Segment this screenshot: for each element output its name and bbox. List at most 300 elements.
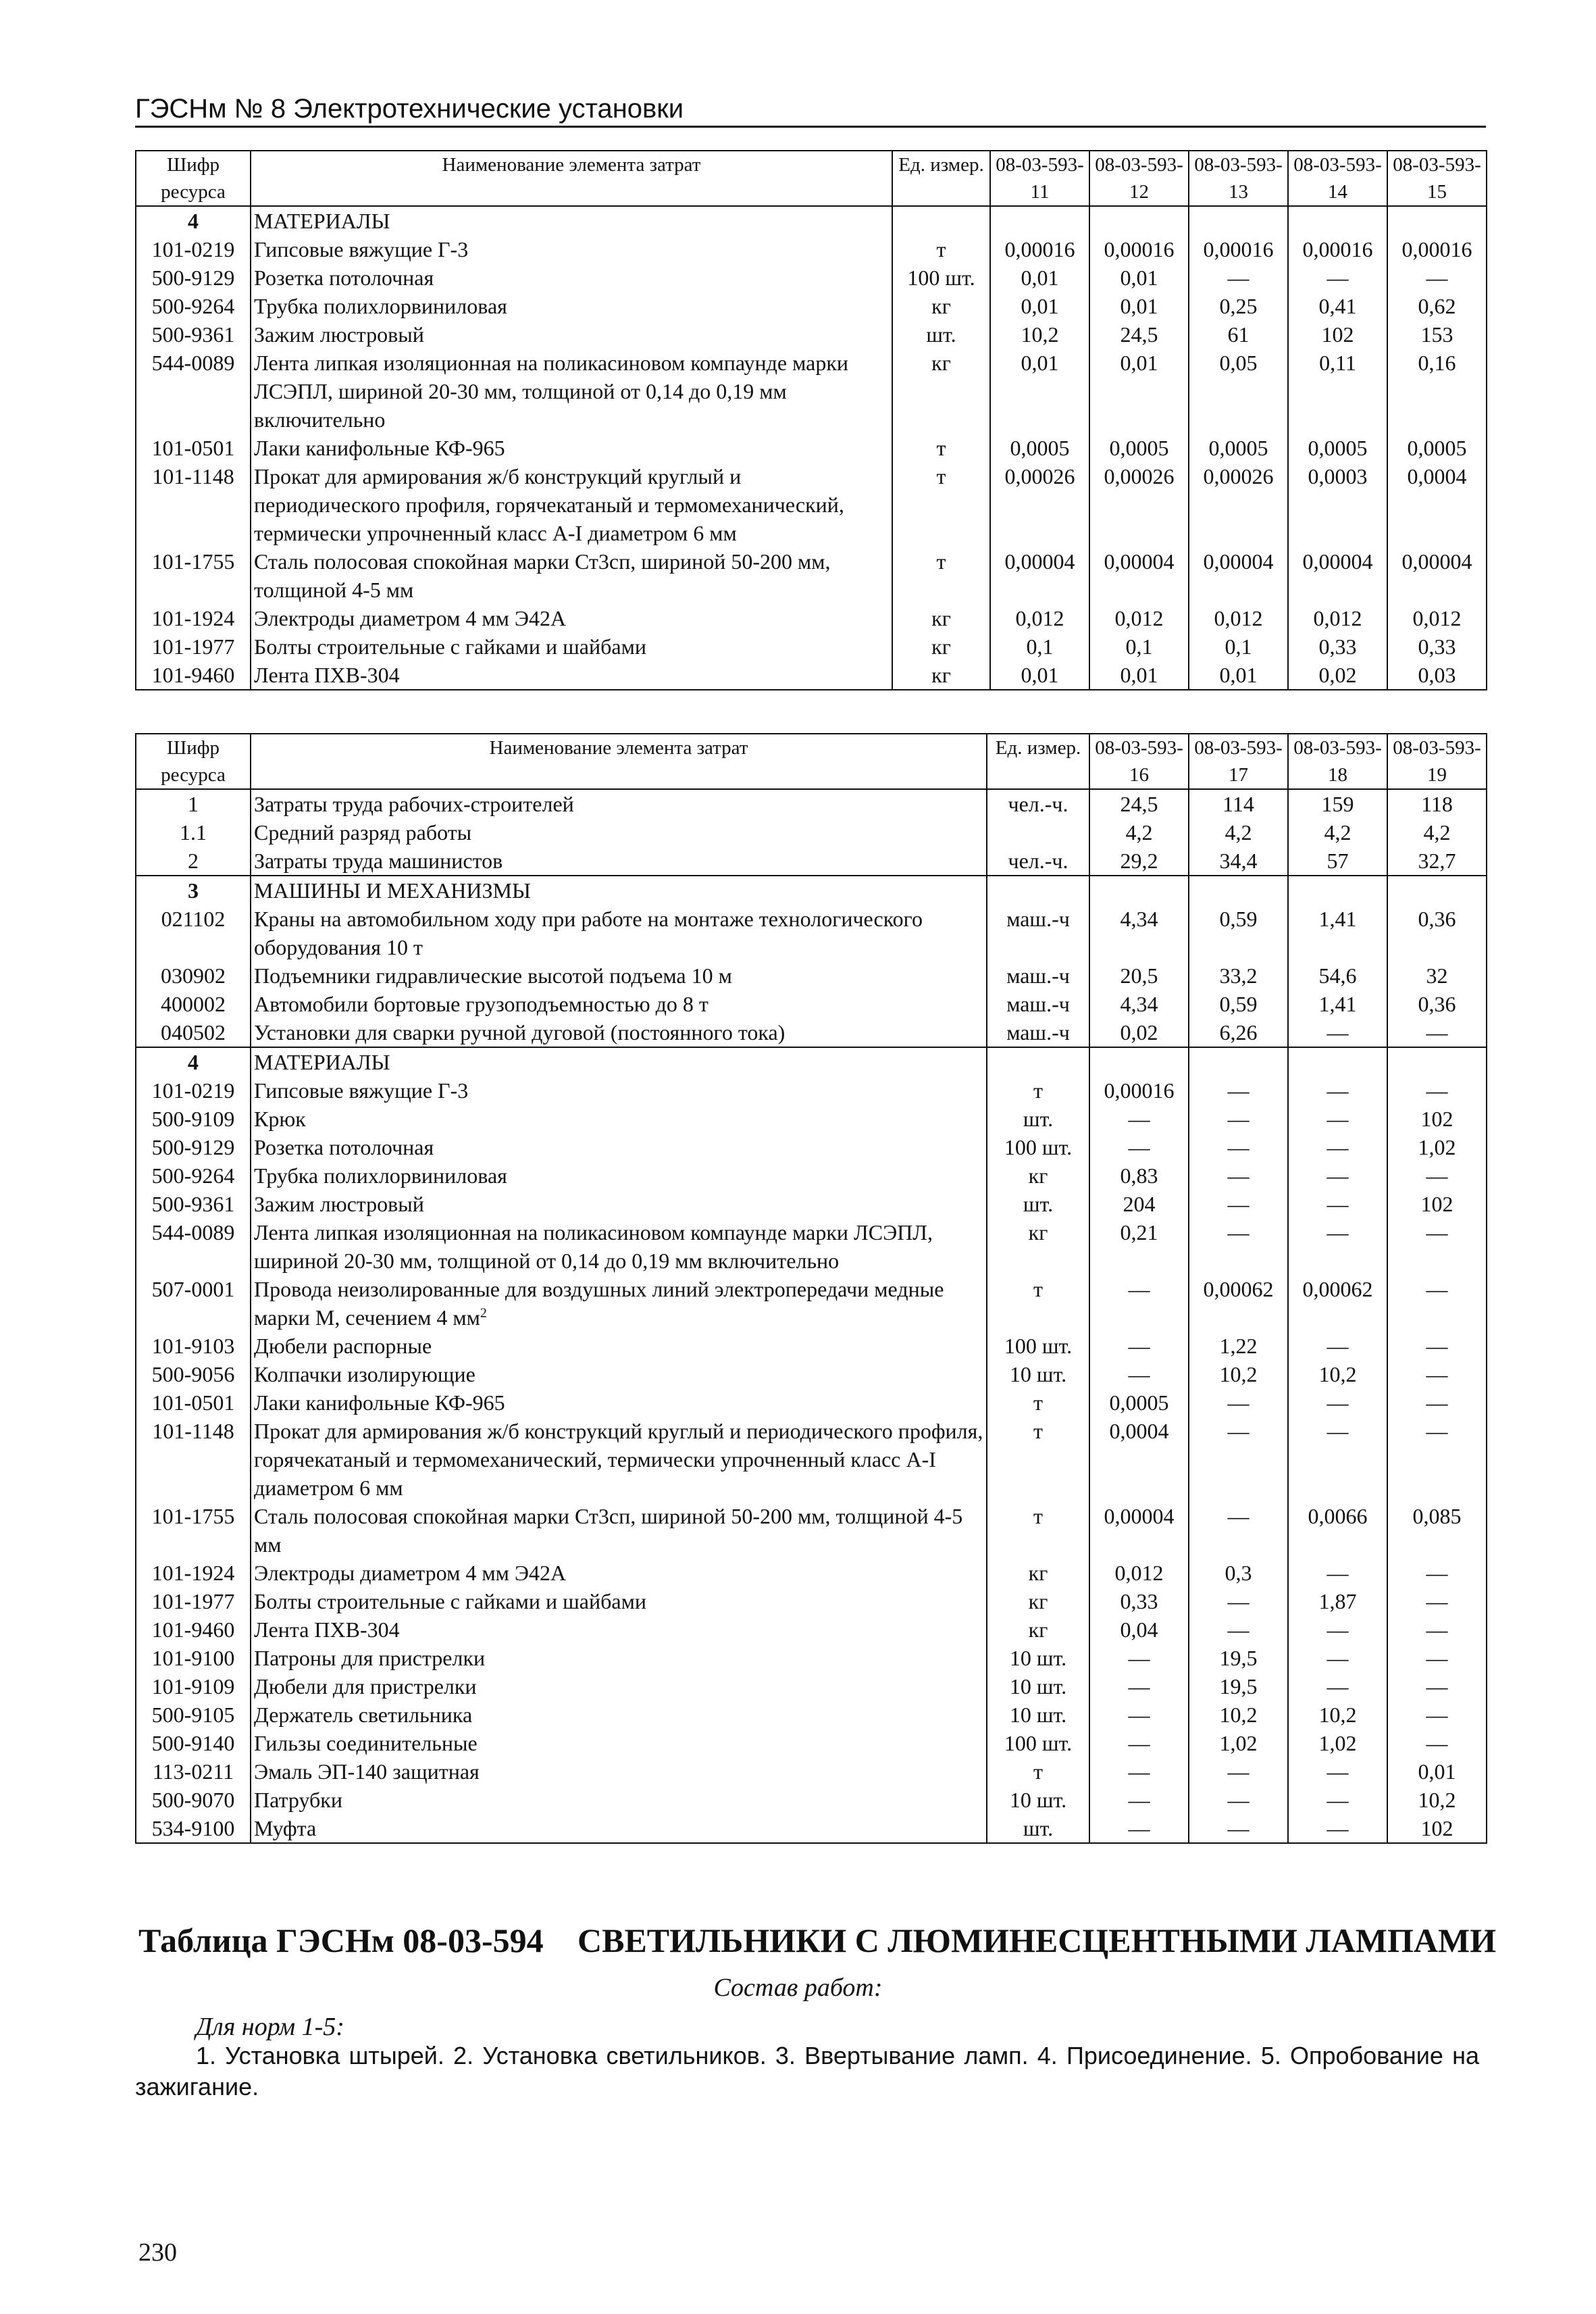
table-row: [136, 632, 1487, 661]
norm-value: —: [1189, 1615, 1288, 1644]
resource-name: Лента ПХВ-304: [251, 661, 892, 690]
resource-name: Эмаль ЭП-140 защитная: [251, 1757, 987, 1786]
resource-code: 544-0089: [136, 349, 251, 434]
unit-of-measure: маш.-ч: [987, 990, 1089, 1018]
resource-code: 101-1755: [136, 1502, 251, 1559]
norm-value: —: [1288, 1615, 1387, 1644]
norm-value: [1387, 1047, 1487, 1076]
norm-value: 57: [1288, 847, 1387, 876]
unit-of-measure: 10 шт.: [987, 1672, 1089, 1701]
norm-value: 0,00026: [1189, 462, 1288, 547]
norm-value: 0,012: [990, 604, 1089, 632]
resource-name: Автомобили бортовые грузоподъемностью до 8 т: [251, 990, 987, 1018]
unit-of-measure: т: [892, 547, 990, 604]
section-title-cell: МАТЕРИАЛЫ: [251, 1047, 987, 1076]
resource-code: 500-9105: [136, 1701, 251, 1729]
norm-value: —: [1288, 1388, 1387, 1417]
table-body: [136, 789, 1487, 1843]
unit-of-measure: кг: [892, 292, 990, 320]
resource-name: Болты строительные с гайками и шайбами: [251, 1587, 987, 1615]
norm-value: 0,41: [1288, 292, 1387, 320]
norm-value: 0,012: [1288, 604, 1387, 632]
unit-of-measure: [987, 818, 1089, 847]
table-row: [136, 1615, 1487, 1644]
norm-value: 10,2: [1288, 1360, 1387, 1388]
table-row: [136, 292, 1487, 320]
table-row: [136, 847, 1487, 876]
unit-of-measure: кг: [892, 632, 990, 661]
resource-code: 2: [136, 847, 251, 876]
norm-value: 0,0005: [1387, 434, 1487, 462]
norm-value: 0,36: [1387, 990, 1487, 1018]
work-description: 1. Установка штырей. 2. Установка светильников. 3. Ввертывание ламп. 4. Присоединение. 5. Опробование на зажигание.: [135, 2042, 1479, 2101]
resource-code: 101-1148: [136, 1417, 251, 1502]
norm-value: —: [1288, 1218, 1387, 1275]
norm-value: —: [1089, 1701, 1189, 1729]
norm-value: —: [1089, 1644, 1189, 1672]
table-row: [136, 1133, 1487, 1161]
norm-value: 0,00016: [1387, 235, 1487, 263]
norm-value: 10,2: [1387, 1786, 1487, 1814]
norm-value: 0,1: [1189, 632, 1288, 661]
norm-value: 61: [1189, 320, 1288, 349]
norm-value: 4,2: [1089, 818, 1189, 847]
norm-value: 4,2: [1387, 818, 1487, 847]
norm-value: 0,83: [1089, 1161, 1189, 1190]
norm-value: 34,4: [1189, 847, 1288, 876]
norm-value: 0,00016: [990, 235, 1089, 263]
norm-value: 0,00004: [1387, 547, 1487, 604]
resource-name: Дюбели распорные: [251, 1332, 987, 1360]
norm-value: 159: [1288, 789, 1387, 818]
norm-value: [1189, 876, 1288, 905]
resource-name: Лента липкая изоляционная на поликасиновом компаунде марки ЛСЭПЛ, шириной 20-30 мм, толщиной от 0,14 до 0,19 мм включительно: [251, 349, 892, 434]
norm-value: [1189, 1047, 1288, 1076]
norm-value: 4,2: [1288, 818, 1387, 847]
table-row: [136, 1161, 1487, 1190]
unit-of-measure: т: [892, 462, 990, 547]
table-header-row: [136, 151, 1487, 206]
unit-of-measure: т: [987, 1388, 1089, 1417]
resource-code: 500-9264: [136, 1161, 251, 1190]
norm-value: —: [1387, 1672, 1487, 1701]
section-row: [136, 1047, 1487, 1076]
unit-superscript: 2: [480, 1305, 487, 1321]
norm-value: —: [1288, 1814, 1387, 1843]
resource-name: Установки для сварки ручной дуговой (постоянного тока): [251, 1018, 987, 1047]
norm-value: 1,02: [1189, 1729, 1288, 1757]
norm-value: —: [1189, 1587, 1288, 1615]
norm-value: —: [1189, 1502, 1288, 1559]
norm-value: —: [1189, 1757, 1288, 1786]
unit-of-measure: маш.-ч: [987, 1018, 1089, 1047]
table-row: [136, 789, 1487, 818]
resource-code: 101-1977: [136, 632, 251, 661]
unit-of-measure: т: [892, 434, 990, 462]
header-norm-col: 08-03-593-14: [1288, 151, 1387, 206]
table-row: [136, 1105, 1487, 1133]
resource-code: 500-9361: [136, 1190, 251, 1218]
resource-name: Лаки канифольные КФ-965: [251, 1388, 987, 1417]
norm-value: 1,87: [1288, 1587, 1387, 1615]
norm-value: —: [1189, 1417, 1288, 1502]
norm-value: 0,0066: [1288, 1502, 1387, 1559]
norm-value: 0,1: [1089, 632, 1189, 661]
resource-name: Дюбели для пристрелки: [251, 1672, 987, 1701]
table-row: [136, 462, 1487, 547]
norm-value: —: [1288, 1133, 1387, 1161]
table-row: [136, 1218, 1487, 1275]
norm-value: 0,00062: [1288, 1275, 1387, 1332]
resource-name: Болты строительные с гайками и шайбами: [251, 632, 892, 661]
norm-value: —: [1387, 1559, 1487, 1587]
norm-value: 0,0005: [1089, 1388, 1189, 1417]
resource-code: 101-0219: [136, 1076, 251, 1105]
norm-value: —: [1189, 1814, 1288, 1843]
norm-value: —: [1089, 1133, 1189, 1161]
norm-value: [1387, 876, 1487, 905]
running-header: ГЭСНм № 8 Электротехнические установки: [135, 93, 1486, 128]
norm-value: —: [1387, 1644, 1487, 1672]
norm-value: 0,0005: [990, 434, 1089, 462]
unit-of-measure: кг: [987, 1615, 1089, 1644]
norm-value: 1,41: [1288, 990, 1387, 1018]
norm-value: —: [1387, 263, 1487, 292]
resource-code: 101-9100: [136, 1644, 251, 1672]
unit-of-measure: кг: [892, 349, 990, 434]
norm-value: 0,59: [1189, 990, 1288, 1018]
norm-value: 0,21: [1089, 1218, 1189, 1275]
resource-code: 500-9056: [136, 1360, 251, 1388]
resource-code: 101-1755: [136, 547, 251, 604]
norm-value: 0,00026: [990, 462, 1089, 547]
resource-code: 101-1924: [136, 604, 251, 632]
norm-value: 0,00062: [1189, 1275, 1288, 1332]
resource-name: [251, 1275, 987, 1332]
norm-value: [1089, 876, 1189, 905]
resource-code: 101-0501: [136, 434, 251, 462]
page-number: 230: [138, 2238, 177, 2267]
norm-value: —: [1089, 1729, 1189, 1757]
norm-value: 6,26: [1189, 1018, 1288, 1047]
header-code: Шифр ресурса: [136, 151, 251, 206]
norm-value: —: [1288, 1105, 1387, 1133]
table-row: [136, 661, 1487, 690]
norm-value: 10,2: [1189, 1701, 1288, 1729]
table-row: [136, 905, 1487, 961]
table-row: [136, 1502, 1487, 1559]
resource-name: Муфта: [251, 1814, 987, 1843]
resource-code: 500-9070: [136, 1786, 251, 1814]
norm-value: 1,41: [1288, 905, 1387, 961]
norm-value: 0,01: [1089, 263, 1189, 292]
norm-value: 0,00016: [1089, 1076, 1189, 1105]
unit-of-measure: шт.: [987, 1190, 1089, 1218]
table-row: [136, 1672, 1487, 1701]
norm-value: 114: [1189, 789, 1288, 818]
norm-value: —: [1288, 1757, 1387, 1786]
norm-value: —: [1288, 1559, 1387, 1587]
resource-name: Затраты труда машинистов: [251, 847, 987, 876]
norm-value: 0,0005: [1089, 434, 1189, 462]
norm-value: 118: [1387, 789, 1487, 818]
header-unit: Ед. измер.: [892, 151, 990, 206]
resource-name: Зажим люстровый: [251, 1190, 987, 1218]
norm-value: [1089, 1047, 1189, 1076]
norm-value: —: [1089, 1672, 1189, 1701]
resource-code: 534-9100: [136, 1814, 251, 1843]
norm-value: —: [1288, 1786, 1387, 1814]
resource-name: Гипсовые вяжущие Г-3: [251, 235, 892, 263]
resource-name: Зажим люстровый: [251, 320, 892, 349]
unit-of-measure: [987, 876, 1089, 905]
table-row: [136, 235, 1487, 263]
norm-value: 0,01: [1089, 661, 1189, 690]
resource-name: Прокат для армирования ж/б конструкций круглый и периодического профиля, горячекатаный и термомеханический, термически упрочненный класс А-I диаметром 6 мм: [251, 1417, 987, 1502]
unit-of-measure: 10 шт.: [987, 1701, 1089, 1729]
resource-name: Розетка потолочная: [251, 1133, 987, 1161]
norm-value: [1387, 206, 1487, 235]
norm-value: 0,0003: [1288, 462, 1387, 547]
table-row: [136, 547, 1487, 604]
norm-value: 0,00026: [1089, 462, 1189, 547]
norm-value: 0,01: [990, 263, 1089, 292]
norm-value: 0,01: [1189, 661, 1288, 690]
table-row: [136, 1644, 1487, 1672]
unit-of-measure: т: [987, 1502, 1089, 1559]
table-row: [136, 1275, 1487, 1332]
norm-value: 0,02: [1089, 1018, 1189, 1047]
header-unit: Ед. измер.: [987, 734, 1089, 789]
table-row: [136, 1076, 1487, 1105]
norm-value: —: [1189, 1190, 1288, 1218]
norm-value: 0,25: [1189, 292, 1288, 320]
norm-value: 0,62: [1387, 292, 1487, 320]
resource-code: 500-9129: [136, 263, 251, 292]
resource-table-593-11-15: [135, 150, 1487, 690]
norm-value: 102: [1387, 1105, 1487, 1133]
norm-value: 0,0004: [1089, 1417, 1189, 1502]
norm-value: —: [1189, 1133, 1288, 1161]
norm-value: 1,02: [1387, 1133, 1487, 1161]
resource-name: Гипсовые вяжущие Г-3: [251, 1076, 987, 1105]
unit-of-measure: чел.-ч.: [987, 847, 1089, 876]
norm-value: —: [1387, 1218, 1487, 1275]
norm-value: 1,02: [1288, 1729, 1387, 1757]
norm-value: 0,00004: [1089, 547, 1189, 604]
resource-code: 101-9460: [136, 1615, 251, 1644]
norm-value: —: [1387, 1587, 1487, 1615]
norm-value: 33,2: [1189, 961, 1288, 990]
resource-code: 500-9129: [136, 1133, 251, 1161]
unit-of-measure: [987, 1047, 1089, 1076]
resource-code: 101-0219: [136, 235, 251, 263]
unit-of-measure: шт.: [892, 320, 990, 349]
norm-value: 204: [1089, 1190, 1189, 1218]
norm-value: 0,36: [1387, 905, 1487, 961]
table-row: [136, 1360, 1487, 1388]
resource-code: 500-9109: [136, 1105, 251, 1133]
norm-value: —: [1189, 1161, 1288, 1190]
norm-value: —: [1089, 1275, 1189, 1332]
norm-value: 102: [1387, 1190, 1487, 1218]
header-code: Шифр ресурса: [136, 734, 251, 789]
norm-value: —: [1089, 1786, 1189, 1814]
norm-value: 10,2: [1189, 1360, 1288, 1388]
table-row: [136, 1190, 1487, 1218]
section-title-cell: МАТЕРИАЛЫ: [251, 206, 892, 235]
norm-value: 4,2: [1189, 818, 1288, 847]
norm-value: 0,3: [1189, 1559, 1288, 1587]
resource-name: Крюк: [251, 1105, 987, 1133]
norm-value: —: [1288, 1332, 1387, 1360]
unit-of-measure: 100 шт.: [987, 1332, 1089, 1360]
norm-value: 32: [1387, 961, 1487, 990]
resource-code: 1: [136, 789, 251, 818]
norms-range-label: Для норм 1-5:: [196, 2013, 344, 2041]
resource-name: Электроды диаметром 4 мм Э42А: [251, 1559, 987, 1587]
resource-name: Держатель светильника: [251, 1701, 987, 1729]
norm-value: 0,59: [1189, 905, 1288, 961]
resource-code: 544-0089: [136, 1218, 251, 1275]
norm-value: 0,00004: [1189, 547, 1288, 604]
norm-value: —: [1089, 1332, 1189, 1360]
resource-name: Патрубки: [251, 1786, 987, 1814]
norm-value: —: [1387, 1360, 1487, 1388]
table-row: [136, 1701, 1487, 1729]
unit-of-measure: кг: [987, 1161, 1089, 1190]
norm-value: —: [1387, 1275, 1487, 1332]
norm-value: 0,03: [1387, 661, 1487, 690]
header-norm-col: 08-03-593-12: [1089, 151, 1189, 206]
norm-value: [1288, 206, 1387, 235]
norm-value: —: [1288, 1644, 1387, 1672]
unit-of-measure: маш.-ч: [987, 905, 1089, 961]
table-number: Таблица ГЭСНм 08-03-594: [138, 1921, 544, 1959]
unit-of-measure: маш.-ч: [987, 961, 1089, 990]
norm-value: —: [1288, 1161, 1387, 1190]
norm-value: 0,1: [990, 632, 1089, 661]
resource-code: 101-9109: [136, 1672, 251, 1701]
unit-of-measure: [892, 206, 990, 235]
resource-table-593-16-19: [135, 733, 1487, 1844]
norm-value: 0,012: [1089, 1559, 1189, 1587]
norm-value: —: [1288, 1190, 1387, 1218]
norm-value: 0,01: [990, 349, 1089, 434]
norm-value: 10,2: [1288, 1701, 1387, 1729]
header-norm-col: 08-03-593-16: [1089, 734, 1189, 789]
resource-name: Прокат для армирования ж/б конструкций круглый и периодического профиля, горячекатаный и термомеханический, термически упрочненный класс А-I диаметром 6 мм: [251, 462, 892, 547]
header-name: Наименование элемента затрат: [251, 734, 987, 789]
resource-name: Трубка полихлорвиниловая: [251, 292, 892, 320]
table-row: [136, 990, 1487, 1018]
norm-value: 102: [1288, 320, 1387, 349]
norm-value: 0,085: [1387, 1502, 1487, 1559]
resource-code: 4: [136, 1047, 251, 1076]
norm-value: [990, 206, 1089, 235]
norm-value: 0,01: [1387, 1757, 1487, 1786]
unit-of-measure: 100 шт.: [987, 1133, 1089, 1161]
norm-value: —: [1288, 1076, 1387, 1105]
unit-of-measure: шт.: [987, 1814, 1089, 1843]
table-header-row: [136, 734, 1487, 789]
norm-value: 0,00004: [990, 547, 1089, 604]
norm-value: 102: [1387, 1814, 1487, 1843]
norm-value: [1189, 206, 1288, 235]
resource-code: 4: [136, 206, 251, 235]
table-row: [136, 1332, 1487, 1360]
norm-value: 153: [1387, 320, 1487, 349]
norm-value: 0,33: [1387, 632, 1487, 661]
norm-value: 4,34: [1089, 990, 1189, 1018]
norm-value: —: [1387, 1729, 1487, 1757]
norm-value: —: [1189, 1786, 1288, 1814]
table-row: [136, 961, 1487, 990]
resource-code: 507-0001: [136, 1275, 251, 1332]
table-row: [136, 1417, 1487, 1502]
norm-value: 0,012: [1387, 604, 1487, 632]
resource-code: 101-1148: [136, 462, 251, 547]
header-norm-col: 08-03-593-15: [1387, 151, 1487, 206]
table-row: [136, 1559, 1487, 1587]
norm-value: 0,00004: [1288, 547, 1387, 604]
resource-code: 400002: [136, 990, 251, 1018]
resource-name: Краны на автомобильном ходу при работе на монтаже технологического оборудования 10 т: [251, 905, 987, 961]
norm-value: [1089, 206, 1189, 235]
table-row: [136, 818, 1487, 847]
norm-value: 24,5: [1089, 320, 1189, 349]
norm-value: 0,04: [1089, 1615, 1189, 1644]
norm-value: 0,012: [1189, 604, 1288, 632]
unit-of-measure: кг: [892, 604, 990, 632]
resource-name: Лента ПХВ-304: [251, 1615, 987, 1644]
resource-name: Сталь полосовая спокойная марки Ст3сп, шириной 50-200 мм, толщиной 4-5 мм: [251, 547, 892, 604]
header-name: Наименование элемента затрат: [251, 151, 892, 206]
unit-of-measure: 100 шт.: [892, 263, 990, 292]
norm-value: 1,22: [1189, 1332, 1288, 1360]
norm-value: —: [1189, 1105, 1288, 1133]
table-row: [136, 1786, 1487, 1814]
unit-of-measure: 10 шт.: [987, 1786, 1089, 1814]
table-row: [136, 320, 1487, 349]
norm-value: 20,5: [1089, 961, 1189, 990]
norm-value: 0,0005: [1288, 434, 1387, 462]
section-row: [136, 206, 1487, 235]
unit-of-measure: т: [987, 1417, 1089, 1502]
table-body: [136, 206, 1487, 690]
norm-value: —: [1387, 1018, 1487, 1047]
resource-code: 101-9460: [136, 661, 251, 690]
norm-value: —: [1189, 1388, 1288, 1417]
unit-of-measure: 10 шт.: [987, 1644, 1089, 1672]
table-row: [136, 1757, 1487, 1786]
unit-of-measure: кг: [987, 1587, 1089, 1615]
norm-value: —: [1089, 1814, 1189, 1843]
norm-value: —: [1387, 1701, 1487, 1729]
table-name: СВЕТИЛЬНИКИ С ЛЮМИНЕСЦЕНТНЫМИ ЛАМПАМИ: [577, 1921, 1497, 1959]
resource-name: Гильзы соединительные: [251, 1729, 987, 1757]
unit-of-measure: 10 шт.: [987, 1360, 1089, 1388]
norm-value: 0,01: [990, 661, 1089, 690]
resource-code: 101-0501: [136, 1388, 251, 1417]
norm-value: —: [1387, 1417, 1487, 1502]
section-row: [136, 876, 1487, 905]
unit-of-measure: шт.: [987, 1105, 1089, 1133]
resource-name-text: Провода неизолированные для воздушных линий электропередачи медные марки М, сечением 4 мм: [254, 1277, 944, 1330]
norm-value: 0,012: [1089, 604, 1189, 632]
unit-of-measure: т: [987, 1275, 1089, 1332]
norm-value: —: [1189, 263, 1288, 292]
